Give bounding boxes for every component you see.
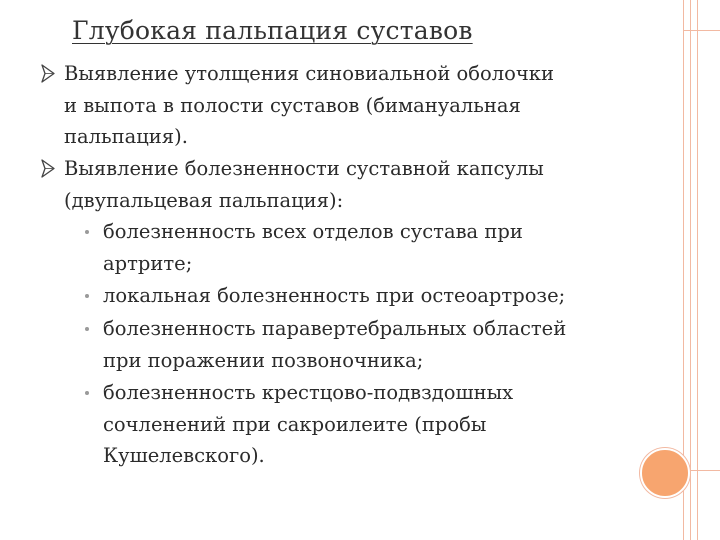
list-item-line: локальная болезненность при остеоартрозе; <box>103 284 566 307</box>
list-item-line: Выявление утолщения синовиальной оболочки <box>64 62 554 85</box>
list-item-line: и выпота в полости суставов (бимануальная <box>64 93 521 117</box>
arrow-bullet-icon <box>40 159 56 178</box>
dot-bullet-icon <box>85 391 89 395</box>
decor-circle <box>640 448 690 498</box>
list-item-line: болезненность всех отделов сустава при <box>103 220 523 243</box>
list-item-line: сочленений при сакроилеите (пробы <box>103 412 487 436</box>
dot-bullet-icon <box>85 327 89 331</box>
list-item-line: артрите; <box>103 251 193 275</box>
list-item <box>103 313 566 376</box>
list-item-line: Выявление болезненности суставной капсулы <box>64 157 544 180</box>
dot-bullet-icon <box>85 294 89 298</box>
list-item-line: при поражении позвоночника; <box>103 348 424 372</box>
list-item <box>103 377 513 472</box>
list-item-line: Кушелевского). <box>103 444 265 467</box>
decor-line <box>690 0 691 540</box>
arrow-bullet-icon <box>40 64 56 83</box>
list-item <box>103 280 565 312</box>
list-item-line: болезненность крестцово-подвздошных <box>103 381 514 404</box>
list-item-line: (двупальцевая пальпация): <box>64 188 344 212</box>
list-item <box>64 153 544 216</box>
list-item-line: пальпация). <box>64 125 188 148</box>
dot-bullet-icon <box>85 230 89 234</box>
list-item <box>64 58 554 153</box>
decor-line <box>683 30 720 31</box>
decor-line <box>697 0 698 540</box>
list-item-line: болезненность паравертебральных областей <box>103 317 567 340</box>
list-item <box>103 216 523 279</box>
slide-title: Глубокая пальпация суставов <box>72 16 473 45</box>
